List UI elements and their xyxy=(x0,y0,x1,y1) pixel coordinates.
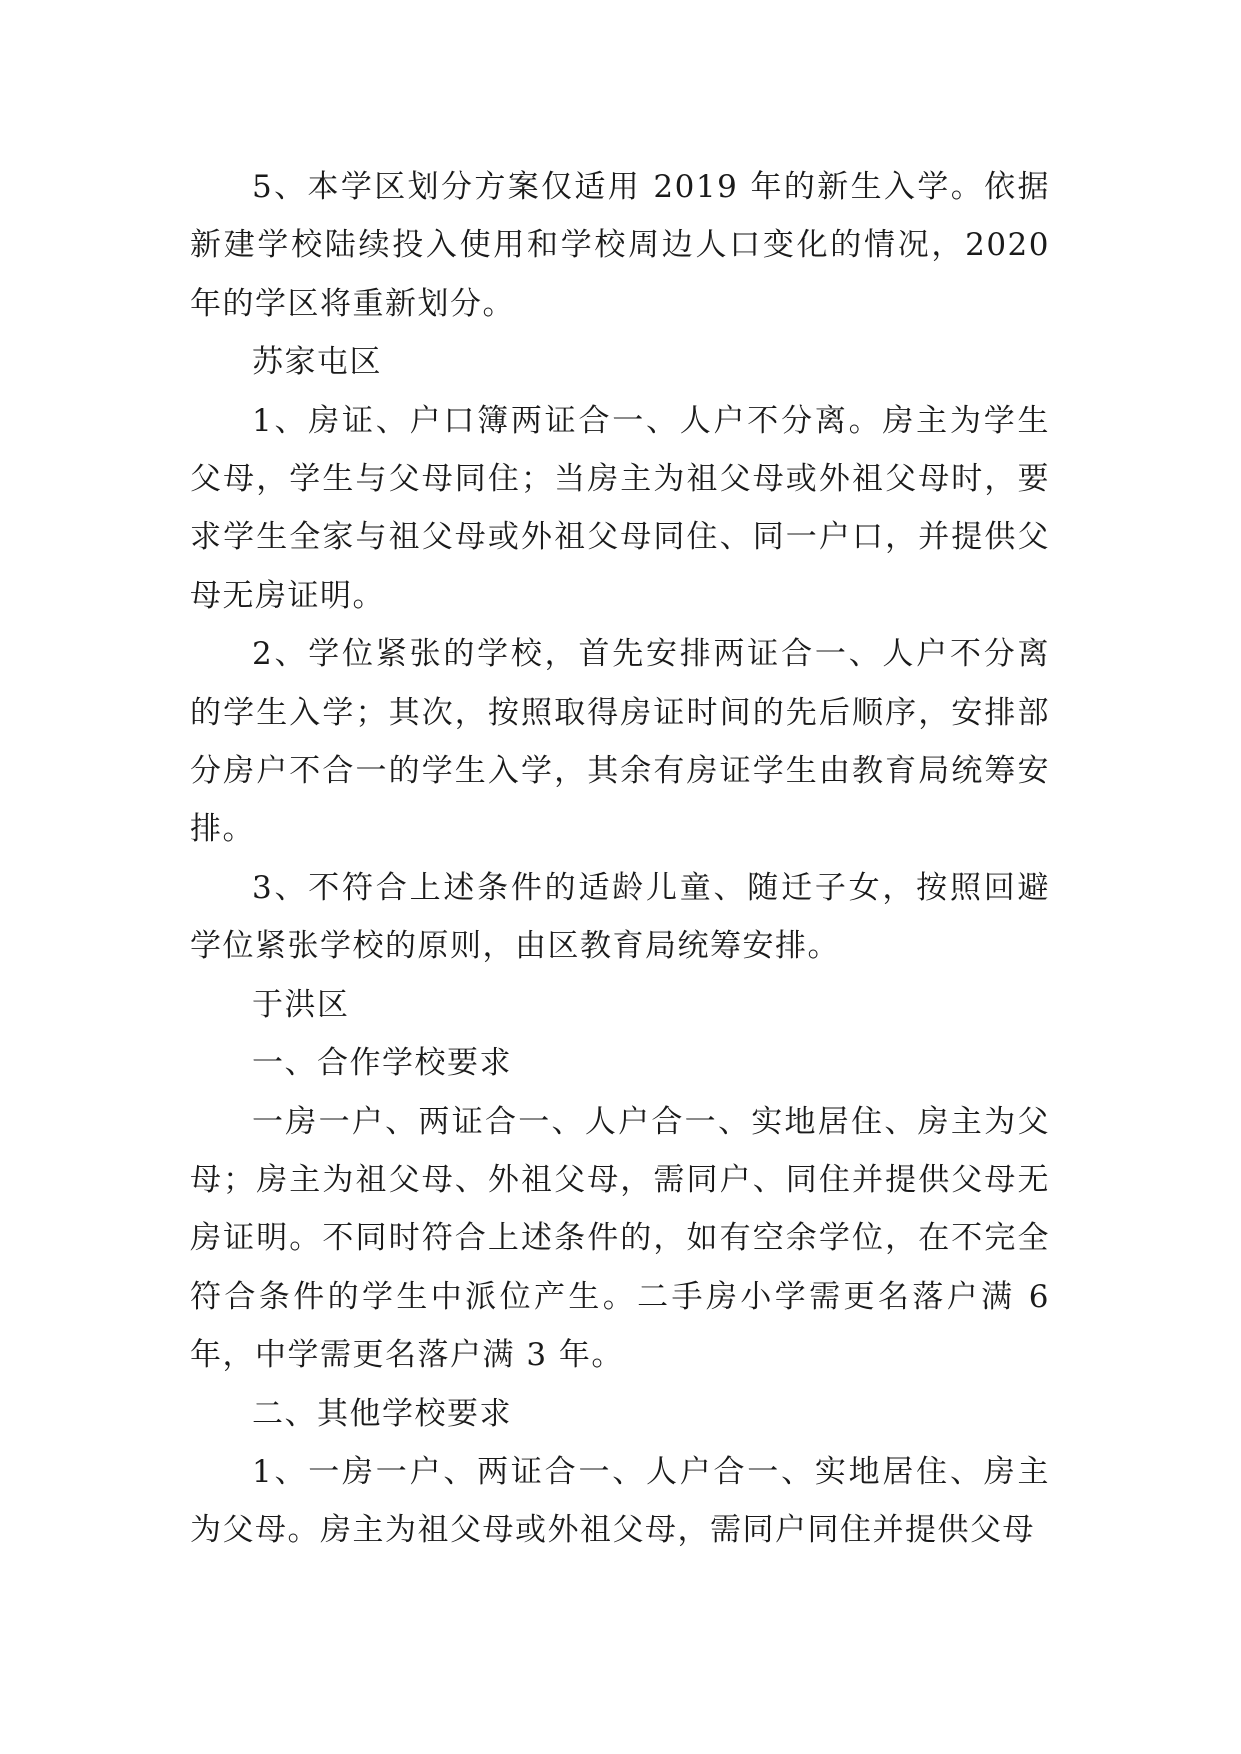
section-heading-sujiatun: 苏家屯区 xyxy=(252,344,382,381)
subheading-partner-schools: 一、合作学校要求 xyxy=(252,1045,512,1082)
subheading-other-schools: 二、其他学校要求 xyxy=(252,1395,512,1432)
paragraph-school-district-note: 5、本学区划分方案仅适用 2019 年的新生入学。依据新建学校陆续投入使用和学校周边人口变化的情况，2020 年的学区将重新划分。 xyxy=(190,169,1050,322)
section-heading-yuhong: 于洪区 xyxy=(252,986,350,1023)
paragraph-other-schools-rule-1: 1、一房一户、两证合一、人户合一、实地居住、房主为父母。房主为祖父母或外祖父母，需同户同住并提供父母 xyxy=(190,1453,1050,1549)
paragraph-partner-schools-rules: 一房一户、两证合一、人户合一、实地居住、房主为父母；房主为祖父母、外祖父母，需同户、同住并提供父母无房证明。不同时符合上述条件的，如有空余学位，在不完全符合条件的学生中派位产生。二手房小学需更名落户满 6 年，中学需更名落户满 3 年。 xyxy=(190,1103,1050,1374)
paragraph-sujiatun-rule-1: 1、房证、户口簿两证合一、人户不分离。房主为学生父母，学生与父母同住；当房主为祖父母或外祖父母时，要求学生全家与祖父母或外祖父母同住、同一户口，并提供父母无房证明。 xyxy=(190,402,1050,614)
paragraph-sujiatun-rule-3: 3、不符合上述条件的适龄儿童、随迁子女，按照回避学位紧张学校的原则，由区教育局统筹安排。 xyxy=(190,869,1050,965)
paragraph-sujiatun-rule-2: 2、学位紧张的学校，首先安排两证合一、人户不分离的学生入学；其次，按照取得房证时间的先后顺序，安排部分房户不合一的学生入学，其余有房证学生由教育局统筹安排。 xyxy=(190,636,1050,848)
document-body xyxy=(190,158,1050,1560)
